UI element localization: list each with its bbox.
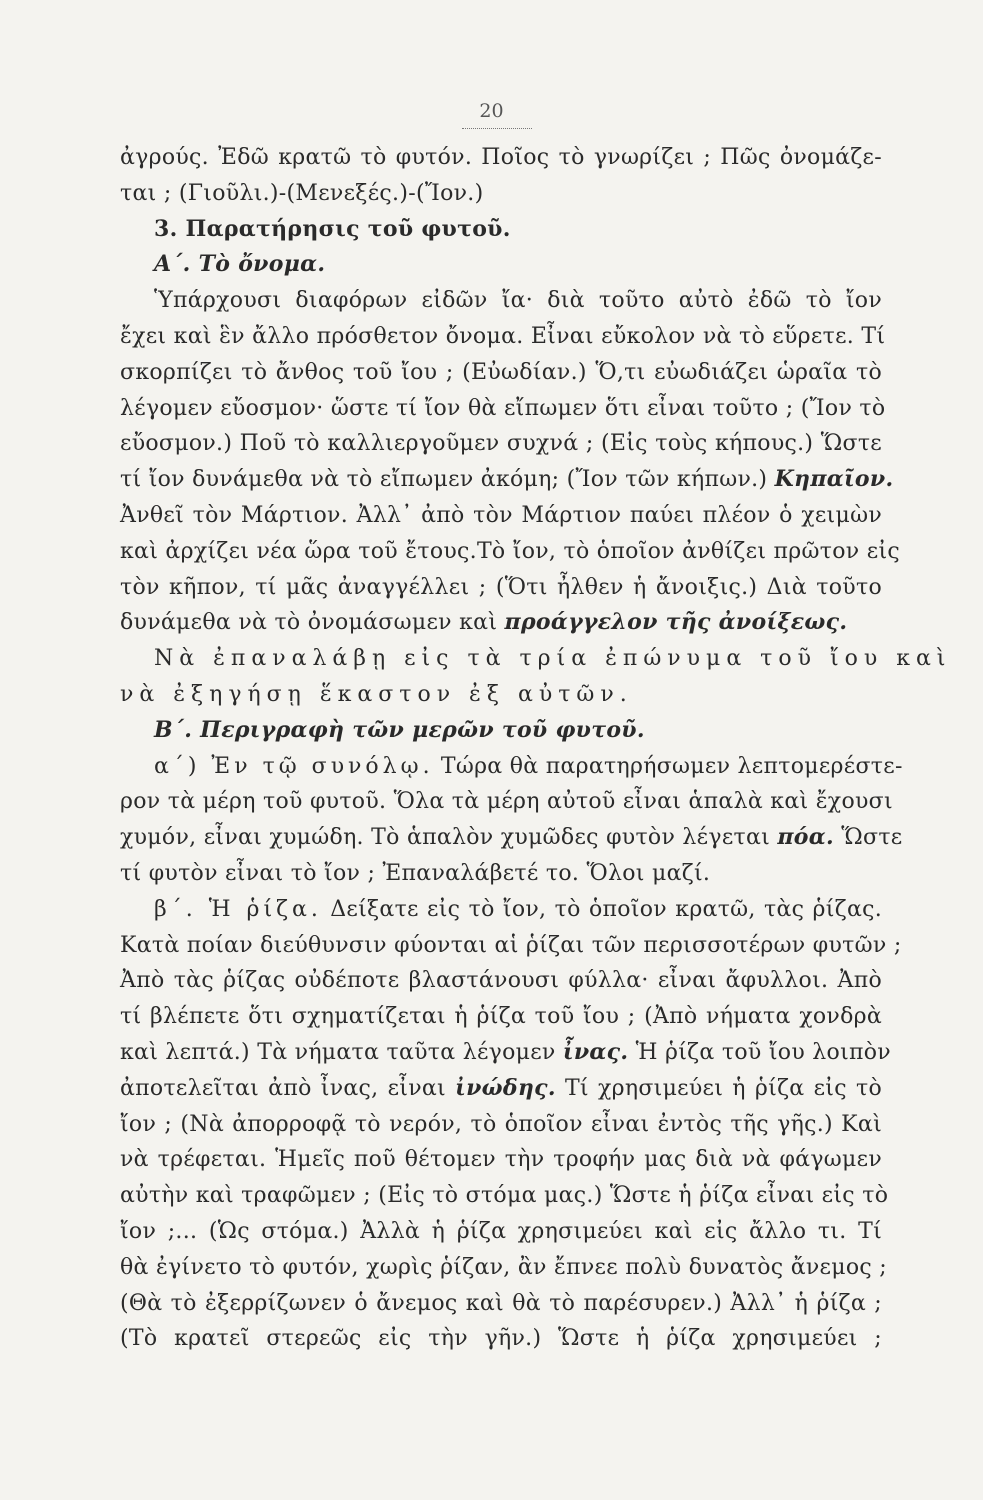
text-line: Ἀνθεῖ τὸν Μάρτιον. Ἀλλ᾽ ἀπὸ τὸν Μάρτιον παύει πλέον ὁ χειμὼν [120, 502, 882, 528]
emphasis-term: Κηπαῖον. [774, 466, 894, 493]
text-line: θὰ ἐγίνετο τὸ φυτόν, χωρὶς ῥίζαν, ἂν ἔπνεε πολὺ δυνατὸς ἄνεμος ; [120, 1254, 888, 1280]
text-line: ται ; (Γιοῦλι.)-(Μενεξές.)-(Ἴον.) [120, 180, 484, 206]
subsection-heading-a: Α΄. Τὸ ὄνομα. [154, 251, 326, 278]
text-line: (Θὰ τὸ ἐξερρίζωνεν ὁ ἄνεμος καὶ θὰ τὸ παρέσυρεν.) Ἀλλ᾽ ἡ ῥίζα ; [120, 1290, 882, 1316]
text-line: ἴον ; (Νὰ ἀπορροφᾷ τὸ νερόν, τὸ ὁποῖον εἶναι ἐντὸς τῆς γῆς.) Καὶ [120, 1111, 882, 1137]
text-line [120, 820, 903, 856]
text-run: δυνάμεθα νὰ τὸ ὀνομάσωμεν καὶ [120, 610, 505, 636]
text-line: εὔοσμον.) Ποῦ τὸ καλλιεργοῦμεν συχνά ; (Εἰς τοὺς κήπους.) Ὥστε [120, 431, 882, 457]
emphasis-term: προάγγελον τῆς ἀνοίξεως. [504, 609, 848, 636]
text-run: ἀποτελεῖται ἀπὸ ἶνας, εἶναι [120, 1075, 456, 1101]
text-run: τί ἴον δυνάμεθα νὰ τὸ εἴπωμεν ἀκόμη; (Ἴον τῶν κήπων.) [120, 467, 775, 493]
emphasis-term: ἶνας. [562, 1038, 629, 1065]
text-line: αὐτὴν καὶ τραφῶμεν ; (Εἰς τὸ στόμα μας.) Ὥστε ἡ ῥίζα εἶναι εἰς τὸ [120, 1183, 889, 1209]
text-line: ἴον ;... (Ὡς στόμα.) Ἀλλὰ ἡ ῥίζα χρησιμεύει καὶ εἰς ἄλλο τι. Τί [120, 1218, 882, 1244]
text-line: τί βλέπετε ὅτι σχηματίζεται ἡ ῥίζα τοῦ ἴου ; (Ἀπὸ νήματα χονδρὰ [120, 1004, 882, 1030]
page-number: 20 [479, 100, 504, 122]
text-line-spaced: Νὰ ἐπαναλάβῃ εἰς τὰ τρία ἐπώνυμα τοῦ ἴου καὶ [154, 646, 952, 672]
text-line: τὸν κῆπον, τί μᾶς ἀναγγέλλει ; (Ὅτι ἦλθεν ἡ ἄνοιξις.) Διὰ τοῦτο [120, 574, 882, 600]
text-line: Ὑπάρχουσι διαφόρων εἰδῶν ἴα· διὰ τοῦτο αὐτὸ ἐδῶ τὸ ἴον [154, 288, 882, 314]
subsection-heading-b: Β΄. Περιγραφὴ τῶν μερῶν τοῦ φυτοῦ. [154, 716, 645, 743]
section-heading-3: 3. Παρατήρησις τοῦ φυτοῦ. [154, 215, 511, 242]
emphasis-term: ἰνώδης. [455, 1074, 556, 1101]
text-run: χυμόν, εἶναι χυμώδη. Τὸ ἁπαλὸν χυμῶδες φυτὸν λέγεται [120, 825, 778, 851]
text-line: (Τὸ κρατεῖ στερεῶς εἰς τὴν γῆν.) Ὥστε ἡ ῥίζα χρησιμεύει ; [120, 1326, 882, 1352]
page-number-rule [462, 128, 532, 129]
text-line: ἀγρούς. Ἐδῶ κρατῶ τὸ φυτόν. Ποῖος τὸ γνωρίζει ; Πῶς ὀνομάζε- [120, 145, 882, 170]
paragraph-label: β΄. Ἡ ῥίζα. [154, 896, 322, 922]
text-line [120, 1071, 882, 1107]
text-line: ρον τὰ μέρη τοῦ φυτοῦ. Ὅλα τὰ μέρη αὐτοῦ εἶναι ἁπαλὰ καὶ ἔχουσι [120, 789, 893, 815]
text-run: Τί χρησιμεύει ἡ ῥίζα εἰς τὸ [555, 1075, 883, 1101]
text-line: λέγομεν εὔοσμον· ὥστε τί ἴον θὰ εἴπωμεν ὅτι εἶναι τοῦτο ; (Ἴον τὸ [120, 395, 886, 421]
body-text [120, 140, 952, 1357]
text-line: Κατὰ ποίαν διεύθυνσιν φύονται αἱ ῥίζαι τῶν περισσοτέρων φυτῶν ; [120, 932, 902, 958]
text-line: τί φυτὸν εἶναι τὸ ἴον ; Ἐπαναλάβετέ το. Ὅλοι μαζί. [120, 860, 711, 886]
emphasis-term: πόα. [777, 824, 834, 851]
text-line [120, 605, 882, 641]
text-line: ἔχει καὶ ἓν ἄλλο πρόσθετον ὄνομα. Εἶναι εὔκολον νὰ τὸ εὕρετε. Τί [120, 323, 886, 349]
text-line [120, 462, 894, 498]
text-line [120, 749, 903, 785]
text-line: καὶ ἀρχίζει νέα ὥρα τοῦ ἔτους.Τὸ ἴον, τὸ ὁποῖον ἀνθίζει πρῶτον εἰς [120, 538, 900, 564]
text-run: Τώρα θὰ παρατηρήσωμεν λεπτομερέστε- [433, 753, 903, 779]
text-line: Ἀπὸ τὰς ῥίζας οὐδέποτε βλαστάνουσι φύλλα· εἶναι ἄφυλλοι. Ἀπὸ [120, 968, 882, 994]
text-run: καὶ λεπτά.) Τὰ νήματα ταῦτα λέγομεν [120, 1039, 563, 1065]
text-run: Ὥστε [833, 825, 903, 851]
text-run: Ἡ ῥίζα τοῦ ἴου λοιπὸν [628, 1039, 891, 1065]
text-line [120, 1035, 891, 1071]
text-run: Δείξατε εἰς τὸ ἴον, τὸ ὁποῖον κρατῶ, τὰς ῥίζας. [321, 896, 883, 922]
text-line: σκορπίζει τὸ ἄνθος τοῦ ἴου ; (Εὐωδίαν.) Ὅ,τι εὐωδιάζει ὡραῖα τὸ [120, 359, 882, 385]
text-line [120, 892, 882, 928]
text-line: νὰ τρέφεται. Ἡμεῖς ποῦ θέτομεν τὴν τροφήν μας διὰ νὰ φάγωμεν [120, 1147, 882, 1173]
text-line-spaced: νὰ ἐξηγήσῃ ἕκαστον ἐξ αὐτῶν. [120, 681, 633, 707]
paragraph-label: α΄) Ἐν τῷ συνόλῳ. [154, 753, 434, 779]
